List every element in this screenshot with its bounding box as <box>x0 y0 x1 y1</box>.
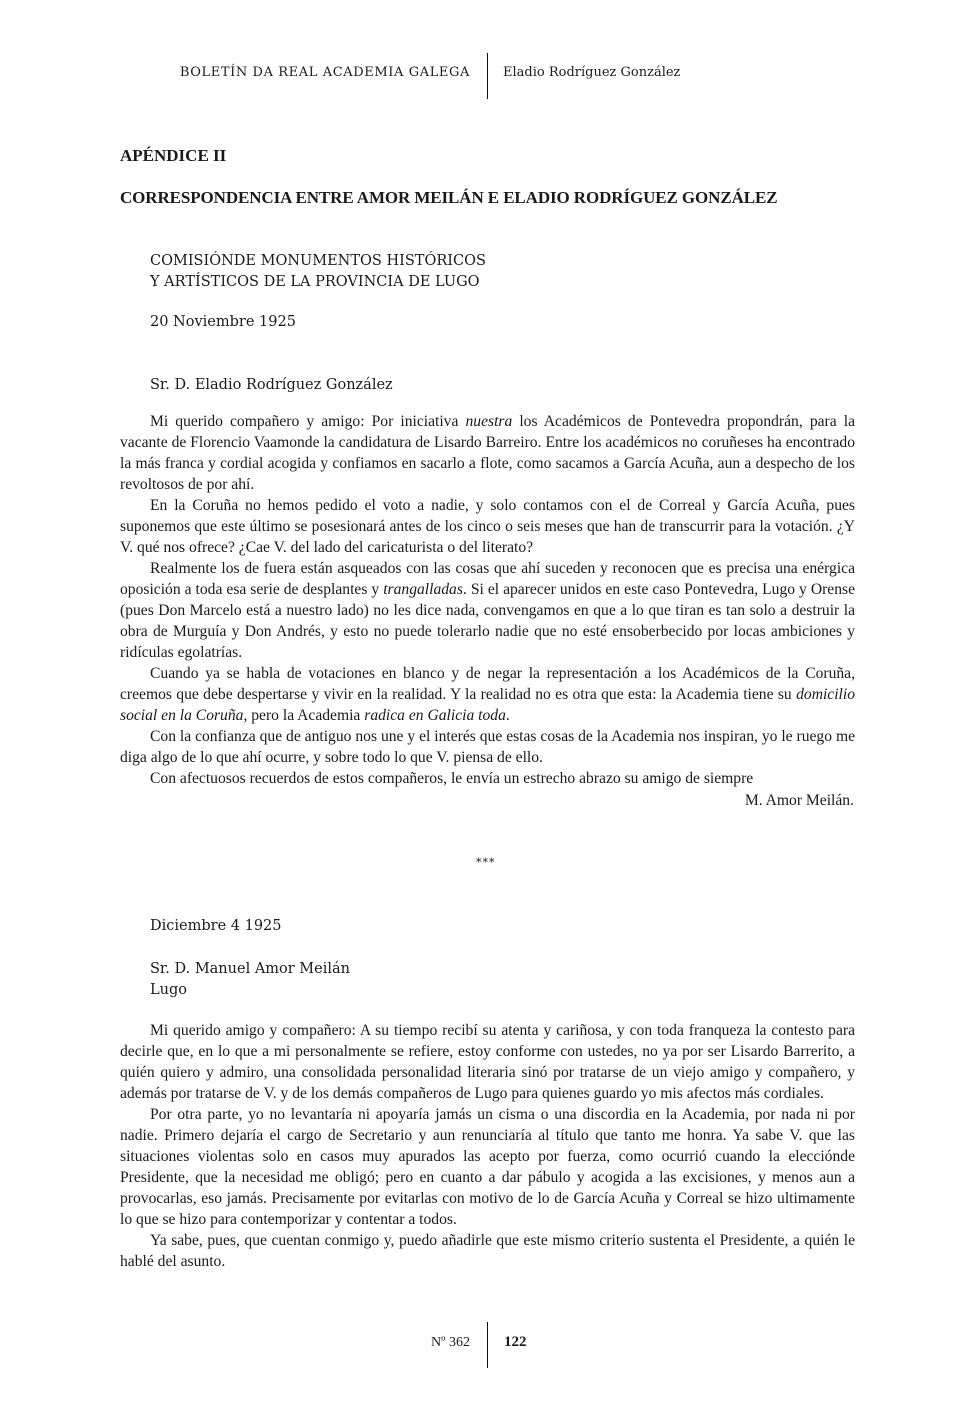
letter1-paragraph: Mi querido compañero y amigo: Por iniciativa nuestra los Académicos de Pontevedra propondrán, para la vacante de Florencio Vaamonde la candidatura de Lisardo Barreiro. Entre los académicos no coruñeses ha encontrado la más franca y cordial acogida y confiamos en sacarlo a flote, como sacamos a García Acuña, aun a despecho de los revoltosos de por ahí. <box>120 413 855 493</box>
journal-title: BOLETÍN DA REAL ACADEMIA GALEGA <box>179 65 470 80</box>
letterhead <box>150 251 486 293</box>
letter1-paragraph: Con afectuosos recuerdos de estos compañeros, le envía un estrecho abrazo su amigo de siempre <box>150 770 754 787</box>
section-separator: *** <box>476 856 496 869</box>
page-number: 122 <box>504 1334 527 1350</box>
letter2-date: Diciembre 4 1925 <box>150 918 282 934</box>
letter1-date: 20 Noviembre 1925 <box>150 314 296 330</box>
letter2-paragraph: Por otra parte, yo no levantaría ni apoyaría jamás un cisma o una discordia en la Academia, por nada ni por nadie. Primero dejaría el cargo de Secretario y aun renunciaría al título que tanto me honra. Ya sabe V. que las situaciones violentas solo en casos muy apurados las acepto por fuerza, como ocurrió cuando la elecciónde Presidente, que la necesidad me obligó; pero en cuanto a dar pábulo y acogida a las excisiones, y menos aun a provocarlas, eso jamás. Precisamente por evitarlas con motivo de lo de García Acuña y Correal se hizo ultimamente lo que se hizo para contemporizar y contentar a todos. <box>120 1106 855 1228</box>
appendix-subtitle: CORRESPONDENCIA ENTRE AMOR MEILÁN E ELADIO RODRÍGUEZ GONZÁLEZ <box>120 188 778 207</box>
letter1-body <box>120 411 855 789</box>
letter2-body <box>120 1020 855 1272</box>
letterhead-line-2: Y ARTÍSTICOS DE LA PROVINCIA DE LUGO <box>150 274 480 290</box>
footer-divider <box>487 1322 488 1368</box>
appendix-title: APÉNDICE II <box>120 146 227 165</box>
header-divider <box>487 53 488 99</box>
letter1-paragraph: En la Coruña no hemos pedido el voto a nadie, y solo contamos con el de Correal y García Acuña, pues suponemos que este último se posesionará antes de los cinco o seis meses que han de transcurrir para la votación. ¿Y V. qué nos ofrece? ¿Cae V. del lado del caricaturista o del literato? <box>120 497 855 556</box>
issue-number: Nº 362 <box>431 1335 470 1350</box>
letter2-addressee: Sr. D. Manuel Amor Meilán <box>150 961 350 977</box>
running-footer <box>0 1322 975 1368</box>
letter1-paragraph: Realmente los de fuera están asqueados con las cosas que ahí suceden y reconocen que es precisa una enérgica oposición a toda esa serie de desplantes y trangalladas. Si el aparecer unidos en este caso Pontevedra, Lugo y Orense (pues Don Marcelo está a nuestro lado) no les dice nada, convengamos en que a lo que tiran es tan solo a destruir la obra de Murguía y Don Andrés, y esto no puede tolerarlo nadie que no esté ensoberbecido por locas ambiciones y ridículas egolatrías. <box>120 560 855 661</box>
letter2-paragraph: Mi querido amigo y compañero: A su tiempo recibí su atenta y cariñosa, y con toda franqueza la contesto para decirle que, en lo que a mi personalmente se refiere, estoy conforme con ustedes, no ya por ser Lisardo Barrerito, a quién quiero y admiro, una consolidada personalidad literaria sinó por tratarse de un viejo amigo y compañero, y además por tratarse de V. y de los demás compañeros de Lugo para quienes guardo yo mis afectos más cordiales. <box>120 1022 855 1102</box>
letter2-paragraph: Ya sabe, pues, que cuentan conmigo y, puedo añadirle que este mismo criterio sustenta el Presidente, a quién le hablé del asunto. <box>120 1232 855 1270</box>
article-author: Eladio Rodríguez González <box>503 65 681 80</box>
letter1-signature: M. Amor Meilán. <box>744 792 854 809</box>
letter2-place: Lugo <box>150 982 187 998</box>
letter1-addressee: Sr. D. Eladio Rodríguez González <box>150 377 393 393</box>
running-header <box>0 53 975 99</box>
letter1-paragraph: Con la confianza que de antiguo nos une y el interés que estas cosas de la Academia nos inspiran, yo le ruego me diga algo de lo que ahí ocurre, y sobre todo lo que V. piensa de ello. <box>120 728 855 766</box>
letterhead-line-1: COMISIÓNDE MONUMENTOS HISTÓRICOS <box>150 253 486 269</box>
letter1-paragraph: Cuando ya se habla de votaciones en blanco y de negar la representación a los Académicos de la Coruña, creemos que debe despertarse y vivir en la realidad. Y la realidad no es otra que esta: la Academia tiene su domicilio social en la Coruña, pero la Academia radica en Galicia toda. <box>120 665 855 724</box>
